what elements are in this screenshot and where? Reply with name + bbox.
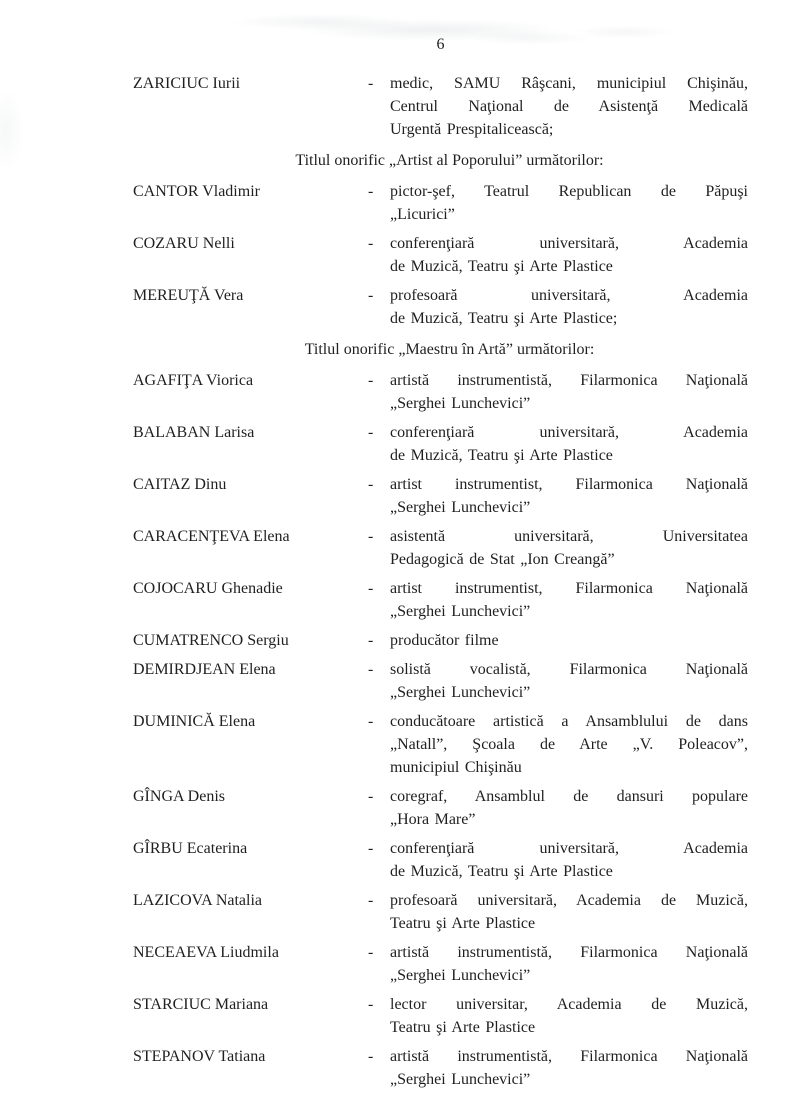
list-entry: [133, 421, 748, 467]
dash-separator: -: [368, 580, 374, 597]
description-line: de Muzică, Teatru şi Arte Plastice: [390, 258, 613, 275]
person-description: [390, 180, 748, 226]
description-line: artist instrumentist, Filarmonica Naţională: [390, 580, 748, 597]
dash-separator: -: [368, 944, 374, 961]
person-description: [390, 941, 748, 987]
dash-separator: -: [368, 713, 374, 730]
description-line: „Natall”, Şcoala de Arte „V. Poleacov”,: [390, 736, 748, 753]
description-line: profesoară universitară, Academia: [390, 287, 748, 304]
person-description: [390, 658, 748, 704]
description-line: conducătoare artistică a Ansamblului de dans: [390, 713, 748, 730]
description-line: artistă instrumentistă, Filarmonica Naţională: [390, 944, 748, 961]
person-description: [390, 72, 748, 141]
description-line: asistentă universitară, Universitatea: [390, 528, 748, 545]
person-name: GÎNGA Denis: [133, 788, 225, 805]
person-description: [390, 284, 748, 330]
person-name: COZARU Nelli: [133, 235, 235, 252]
dash-separator: -: [368, 424, 374, 441]
person-name: NECEAEVA Liudmila: [133, 944, 279, 961]
description-line: Urgentă Prespitalicească;: [390, 121, 554, 138]
dash-separator: -: [368, 788, 374, 805]
dash-separator: -: [368, 75, 374, 92]
list-entry: [133, 180, 748, 226]
list-entry: [133, 72, 748, 141]
person-name: AGAFIŢA Viorica: [133, 372, 254, 389]
description-line: Pedagogică de Stat „Ion Creangă”: [390, 551, 615, 568]
person-name: STARCIUC Mariana: [133, 996, 269, 1013]
list-entry: [133, 710, 748, 779]
person-description: [390, 525, 748, 571]
person-name: STEPANOV Tatiana: [133, 1048, 266, 1065]
description-line: municipiul Chişinău: [390, 759, 522, 776]
person-description: [390, 421, 748, 467]
person-name: CANTOR Vladimir: [133, 183, 260, 200]
list-entry: [133, 941, 748, 987]
section-heading: Titlul onorific „Maestru în Artă” următorilor:: [304, 341, 595, 358]
description-line: Centrul Naţional de Asistenţă Medicală: [390, 98, 748, 115]
person-name: CUMATRENCO Sergiu: [133, 632, 289, 649]
description-line: de Muzică, Teatru şi Arte Plastice;: [390, 310, 618, 327]
list-entry: [133, 473, 748, 519]
description-line: producător filme: [390, 632, 499, 649]
person-description: [390, 369, 748, 415]
dash-separator: -: [368, 840, 374, 857]
person-name: CARACENŢEVA Elena: [133, 528, 290, 545]
description-line: profesoară universitară, Academia de Muzică,: [390, 892, 748, 909]
person-name: GÎRBU Ecaterina: [133, 840, 248, 857]
person-name: CAITAZ Dinu: [133, 476, 227, 493]
person-name: DUMINICĂ Elena: [133, 713, 256, 730]
description-line: „Serghei Lunchevici”: [390, 395, 531, 412]
person-description: [390, 785, 748, 831]
person-description: [390, 1045, 748, 1091]
dash-separator: -: [368, 996, 374, 1013]
description-line: „Serghei Lunchevici”: [390, 967, 531, 984]
description-line: Teatru şi Arte Plastice: [390, 915, 536, 932]
document-content: [133, 33, 748, 1091]
description-line: lector universitar, Academia de Muzică,: [390, 996, 748, 1013]
description-line: coregraf, Ansamblul de dansuri populare: [390, 788, 748, 805]
description-line: medic, SAMU Râşcani, municipiul Chişinău,: [390, 75, 748, 92]
list-entry: [133, 658, 748, 704]
dash-separator: -: [368, 1048, 374, 1065]
person-name: MEREUŢĂ Vera: [133, 287, 244, 304]
list-entry: [133, 993, 748, 1039]
dash-separator: -: [368, 661, 374, 678]
person-name: LAZICOVA Natalia: [133, 892, 263, 909]
description-line: „Hora Mare”: [390, 811, 476, 828]
person-name: COJOCARU Ghenadie: [133, 580, 283, 597]
dash-separator: -: [368, 372, 374, 389]
description-line: conferenţiară universitară, Academia: [390, 424, 748, 441]
dash-separator: -: [368, 183, 374, 200]
list-entry: [133, 837, 748, 883]
dash-separator: -: [368, 235, 374, 252]
person-description: [390, 473, 748, 519]
dash-separator: -: [368, 476, 374, 493]
section-heading: Titlul onorific „Artist al Poporului” următorilor:: [295, 152, 604, 169]
dash-separator: -: [368, 632, 374, 649]
list-entry: [133, 1045, 748, 1091]
list-entry: [133, 232, 748, 278]
dash-separator: -: [368, 892, 374, 909]
description-line: „Serghei Lunchevici”: [390, 1071, 531, 1088]
list-entry: [133, 577, 748, 623]
person-name: BALABAN Larisa: [133, 424, 255, 441]
description-line: conferenţiară universitară, Academia: [390, 235, 748, 252]
person-name: ZARICIUC Iurii: [133, 75, 241, 92]
list-entry: [133, 525, 748, 571]
description-line: pictor-şef, Teatrul Republican de Păpuşi: [390, 183, 748, 200]
description-line: Teatru şi Arte Plastice: [390, 1019, 536, 1036]
description-line: „Serghei Lunchevici”: [390, 684, 531, 701]
list-entry: [133, 889, 748, 935]
description-line: artistă instrumentistă, Filarmonica Naţională: [390, 372, 748, 389]
list-entry: [133, 629, 748, 652]
list-entry: [133, 785, 748, 831]
dash-separator: -: [368, 528, 374, 545]
person-description: [390, 993, 748, 1039]
description-line: de Muzică, Teatru şi Arte Plastice: [390, 447, 613, 464]
description-line: „Serghei Lunchevici”: [390, 499, 531, 516]
dash-separator: -: [368, 287, 374, 304]
person-description: [390, 232, 748, 278]
person-description: [390, 577, 748, 623]
page-number: 6: [436, 36, 445, 53]
description-line: solistă vocalistă, Filarmonica Naţională: [390, 661, 748, 678]
description-line: conferenţiară universitară, Academia: [390, 840, 748, 857]
person-description: [390, 837, 748, 883]
person-description: [390, 710, 748, 779]
list-entry: [133, 369, 748, 415]
person-name: DEMIRDJEAN Elena: [133, 661, 276, 678]
description-line: artistă instrumentistă, Filarmonica Naţională: [390, 1048, 748, 1065]
person-description: [390, 629, 748, 652]
list-entry: [133, 284, 748, 330]
description-line: artist instrumentist, Filarmonica Naţională: [390, 476, 748, 493]
description-line: „Licurici”: [390, 206, 455, 223]
honorary-titles-list: [133, 72, 748, 1091]
person-description: [390, 889, 748, 935]
description-line: „Serghei Lunchevici”: [390, 603, 531, 620]
description-line: de Muzică, Teatru şi Arte Plastice: [390, 863, 613, 880]
